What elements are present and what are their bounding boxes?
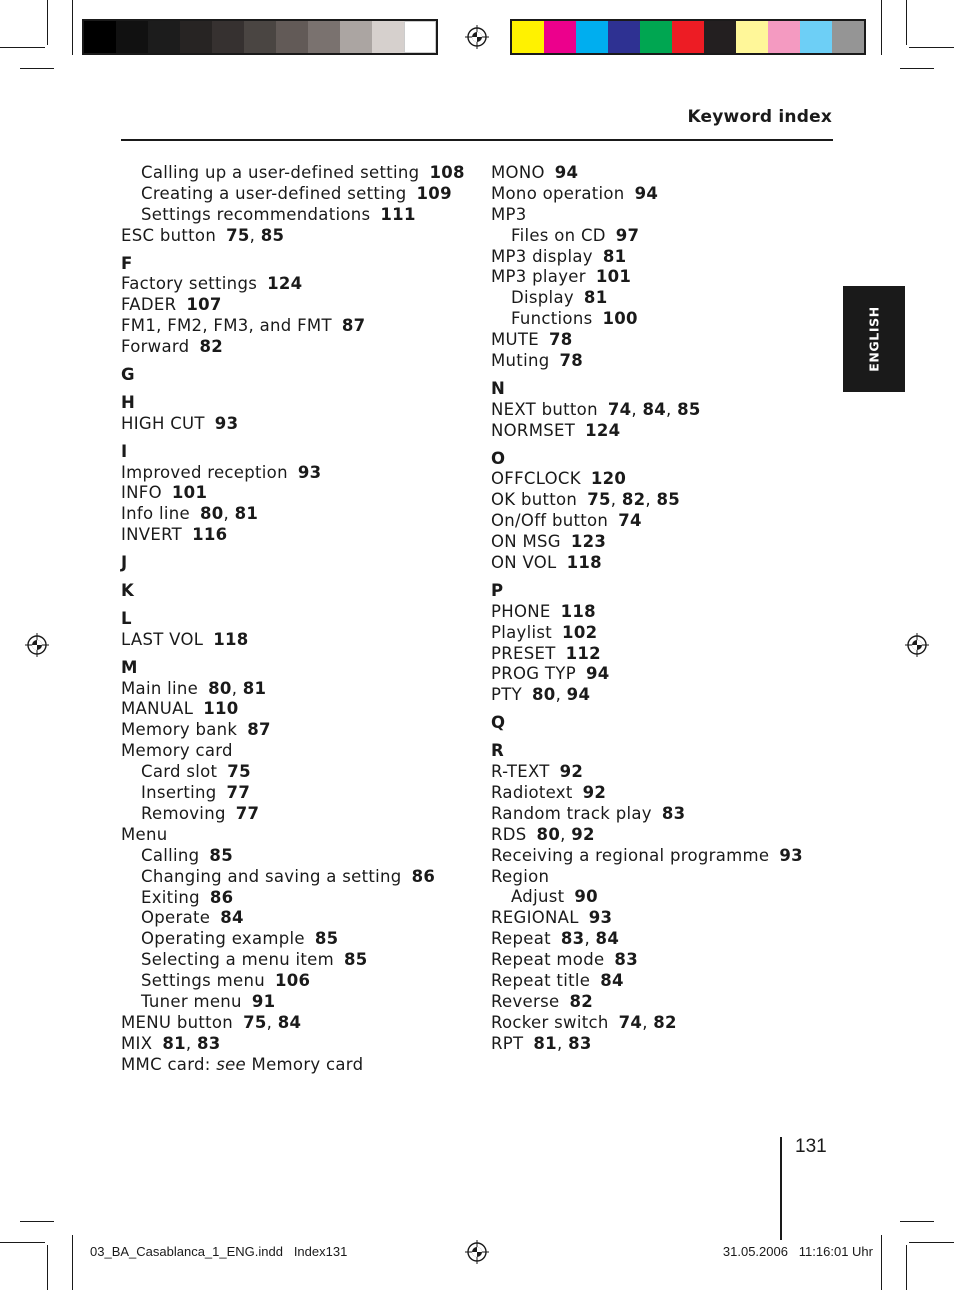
page-reference: 111 <box>380 204 416 224</box>
index-letter-heading: G <box>121 365 135 385</box>
index-entry: MIX 81, 83 <box>121 1033 221 1053</box>
index-entry-term: Reverse <box>491 991 560 1011</box>
page-reference: 82 <box>653 1012 677 1032</box>
index-entry <box>121 274 481 295</box>
slug-timestamp: 31.05.2006 11:16:01 Uhr <box>722 1244 873 1259</box>
color-swatch <box>832 21 864 53</box>
index-entry-term: MENU button <box>121 1012 234 1032</box>
index-subentry <box>491 309 831 330</box>
page-reference: 80 <box>208 678 232 698</box>
index-entry <box>491 804 831 825</box>
see-reference-label: see <box>216 1054 247 1074</box>
index-letter-heading: I <box>121 441 128 461</box>
color-swatch <box>512 21 544 53</box>
index-entry-term: PRESET <box>491 643 556 663</box>
index-entry <box>121 741 481 762</box>
index-entry: Info line 80, 81 <box>121 504 259 524</box>
index-entry: MENU button 75, 84 <box>121 1012 302 1032</box>
index-entry-term: Changing and saving a setting <box>141 866 402 886</box>
page-number-divider <box>780 1137 782 1240</box>
process-color-bar <box>510 19 866 55</box>
page-reference: 86 <box>209 887 234 907</box>
index-entry-term: Forward <box>121 337 190 357</box>
page-reference: 84 <box>220 908 244 928</box>
index-entry <box>491 184 831 205</box>
index-entry-term: Card slot <box>141 762 218 782</box>
registration-mark-icon <box>905 633 929 657</box>
index-entry-term: Calling <box>141 845 200 865</box>
page-reference: 81 <box>533 1033 557 1053</box>
page-reference: 101 <box>171 483 208 503</box>
color-swatch <box>276 21 308 53</box>
page-reference: 80 <box>536 824 561 844</box>
index-entry-term: MP3 player <box>491 267 586 287</box>
index-entry-term: Region <box>491 866 550 886</box>
page-reference: 78 <box>549 330 573 350</box>
page-reference: 75 <box>226 225 250 245</box>
index-entry: RDS 80, 92 <box>491 824 595 844</box>
index-entry <box>491 469 831 490</box>
index-entry-term: OFFCLOCK <box>491 469 581 489</box>
page-reference: 118 <box>566 553 602 573</box>
page-reference: 100 <box>602 309 638 329</box>
index-entry-term: Main line <box>121 678 199 698</box>
index-entry-term: Playlist <box>491 622 553 642</box>
page-reference: 81 <box>242 678 267 698</box>
page-reference: 81 <box>583 288 608 308</box>
index-subentry <box>121 908 481 929</box>
index-letter-heading: N <box>491 378 506 398</box>
index-column-right <box>491 163 831 1055</box>
index-entry-term: HIGH CUT <box>121 413 205 433</box>
index-entry-term: Factory settings <box>121 274 258 294</box>
language-tab-label: ENGLISH <box>866 306 882 372</box>
index-entry <box>491 908 831 929</box>
page-reference: 90 <box>574 887 598 907</box>
slug-page-label: Index131 <box>293 1244 348 1259</box>
page-reference: 74 <box>618 1012 643 1032</box>
index-entry-term: FADER <box>121 295 177 315</box>
index-entry <box>121 630 481 651</box>
page-reference: 85 <box>209 845 233 865</box>
page-reference: 83 <box>614 950 638 970</box>
index-entry-term: Operate <box>141 908 211 928</box>
index-entry: Repeat 83, 84 <box>491 929 620 949</box>
page-reference: 75 <box>243 1012 267 1032</box>
crop-mark <box>900 68 934 69</box>
index-entry-term: Repeat title <box>491 970 591 990</box>
page-reference: 94 <box>634 183 659 203</box>
index-subentry <box>121 762 481 783</box>
index-entry-term: INFO <box>121 483 162 503</box>
page-reference: 83 <box>568 1033 592 1053</box>
color-swatch <box>404 21 436 53</box>
page-reference: 106 <box>274 971 311 991</box>
page-reference: 84 <box>600 970 624 990</box>
index-entry-term: ON MSG <box>491 532 561 552</box>
page-reference: 118 <box>560 601 596 621</box>
index-entry <box>121 316 481 337</box>
color-swatch <box>308 21 340 53</box>
page-reference: 93 <box>297 462 322 482</box>
index-subentry <box>121 867 481 888</box>
page-reference: 101 <box>595 267 632 287</box>
page-reference: 94 <box>554 163 579 182</box>
page-reference: 84 <box>595 929 620 949</box>
page-reference: 110 <box>203 699 239 719</box>
page-reference: 83 <box>661 803 686 823</box>
index-entry <box>491 950 831 971</box>
page-reference: 94 <box>585 664 610 684</box>
crop-mark <box>909 47 954 48</box>
crop-mark <box>881 0 882 55</box>
crop-mark <box>20 68 54 69</box>
index-subentry <box>121 783 481 804</box>
index-entry <box>491 163 831 184</box>
crop-mark <box>47 0 48 45</box>
index-entry <box>121 483 481 504</box>
index-entry-term: MIX <box>121 1033 153 1053</box>
index-entry <box>491 330 831 351</box>
crop-mark <box>881 1235 882 1290</box>
page-reference: 81 <box>162 1033 186 1053</box>
index-entry-term: PHONE <box>491 601 551 621</box>
index-entry-term: Mono operation <box>491 183 625 203</box>
page-reference: 81 <box>234 504 259 524</box>
page-reference: 84 <box>642 399 667 419</box>
index-entry-term: Repeat <box>491 929 551 949</box>
color-swatch <box>800 21 832 53</box>
slug-file-name: 03_BA_Casablanca_1_ENG.indd <box>90 1244 283 1259</box>
index-subentry <box>121 163 481 184</box>
color-swatch <box>736 21 768 53</box>
index-entry-term: MONO <box>491 163 545 182</box>
color-swatch <box>180 21 212 53</box>
page-reference: 74 <box>607 399 632 419</box>
header-divider <box>121 139 833 141</box>
index-letter-heading: F <box>121 253 133 273</box>
index-letter-heading: H <box>121 392 136 412</box>
index-subentry <box>491 288 831 309</box>
index-entry-term: Random track play <box>491 803 652 823</box>
color-swatch <box>84 21 116 53</box>
index-entry: PTY 80, 94 <box>491 685 591 705</box>
color-swatch <box>704 21 736 53</box>
page-reference: 78 <box>559 351 584 371</box>
index-entry-term: RDS <box>491 824 527 844</box>
index-entry: OK button 75, 82, 85 <box>491 490 681 510</box>
index-entry: Rocker switch 74, 82 <box>491 1012 677 1032</box>
index-entry <box>121 295 481 316</box>
page-reference: 92 <box>571 824 595 844</box>
crop-mark <box>906 1245 907 1290</box>
index-subentry <box>121 888 481 909</box>
index-entry <box>121 825 481 846</box>
index-letter-heading: P <box>491 580 504 600</box>
index-entry: RPT 81, 83 <box>491 1033 592 1053</box>
page-reference: 97 <box>615 225 640 245</box>
index-letter-heading: J <box>121 553 128 573</box>
crop-mark <box>72 1235 73 1290</box>
index-entry-term: Functions <box>511 309 593 329</box>
index-entry-term: RPT <box>491 1033 524 1053</box>
index-entry-term: Selecting a menu item <box>141 950 334 970</box>
registration-mark-icon <box>465 25 489 49</box>
page-reference: 81 <box>602 246 627 266</box>
page-number: 131 <box>795 1136 827 1157</box>
index-entry-term: Adjust <box>511 887 565 907</box>
page-reference: 86 <box>411 866 436 886</box>
index-column-left <box>121 163 481 1076</box>
index-entry <box>491 664 831 685</box>
index-entry-term: Muting <box>491 351 550 371</box>
page-reference: 112 <box>565 643 601 663</box>
index-entry-term: NEXT button <box>491 399 598 419</box>
index-entry <box>491 247 831 268</box>
index-entry-term: MUTE <box>491 330 540 350</box>
page-reference: 124 <box>585 420 621 440</box>
index-entry-term: MP3 display <box>491 246 593 266</box>
index-entry-term: ESC button <box>121 225 217 245</box>
color-swatch <box>212 21 244 53</box>
index-letter-heading: O <box>491 448 506 468</box>
language-tab <box>843 286 905 392</box>
index-entry-term: MMC card: <box>121 1054 217 1074</box>
index-entry <box>491 511 831 532</box>
index-letter-heading: R <box>491 741 505 761</box>
index-subentry <box>121 184 481 205</box>
page-reference: 93 <box>214 413 239 433</box>
index-entry-term: NORMSET <box>491 420 576 440</box>
grayscale-color-bar <box>82 19 438 55</box>
crop-mark <box>906 0 907 45</box>
index-entry: Main line 80, 81 <box>121 678 267 698</box>
index-entry-term: Menu <box>121 824 168 844</box>
index-entry <box>491 532 831 553</box>
color-swatch <box>116 21 148 53</box>
index-letter-heading: M <box>121 657 138 677</box>
index-entry-term: MP3 <box>491 204 527 224</box>
page-reference: 109 <box>416 183 452 203</box>
index-entry-term: Settings recommendations <box>141 204 371 224</box>
index-entry <box>491 267 831 288</box>
page-reference: 120 <box>590 469 627 489</box>
crop-mark <box>72 0 73 55</box>
registration-mark-icon <box>25 633 49 657</box>
see-reference-target: Memory card <box>246 1054 364 1074</box>
crop-mark <box>47 1245 48 1290</box>
index-entry <box>491 971 831 992</box>
color-swatch <box>244 21 276 53</box>
page-reference: 85 <box>260 225 285 245</box>
page-reference: 94 <box>566 685 591 705</box>
index-entry <box>491 205 831 226</box>
color-swatch <box>340 21 372 53</box>
page-reference: 87 <box>247 720 271 740</box>
index-entry-term: PTY <box>491 685 523 705</box>
index-entry-term: Receiving a regional programme <box>491 845 770 865</box>
page-reference: 93 <box>588 908 613 928</box>
index-entry <box>491 867 831 888</box>
index-subentry <box>121 804 481 825</box>
page-reference: 87 <box>341 316 366 336</box>
color-swatch <box>608 21 640 53</box>
index-entry <box>491 644 831 665</box>
page-reference: 82 <box>621 490 646 510</box>
index-entry <box>491 553 831 574</box>
index-subentry <box>491 226 831 247</box>
index-entry-term: Radiotext <box>491 782 573 802</box>
index-entry-term: Inserting <box>141 783 217 803</box>
page-reference: 85 <box>656 490 681 510</box>
index-entry-term: MANUAL <box>121 699 194 719</box>
index-entry-term: PROG TYP <box>491 664 576 684</box>
index-entry-term: Memory card <box>121 741 233 761</box>
page-header-title: Keyword index <box>687 107 832 127</box>
index-entry-term: Tuner menu <box>141 991 242 1011</box>
crop-mark <box>0 47 45 48</box>
page-reference: 85 <box>343 950 368 970</box>
index-entry <box>491 623 831 644</box>
color-swatch <box>672 21 704 53</box>
index-entry <box>121 337 481 358</box>
page-reference: 107 <box>186 295 222 315</box>
slug-file-info <box>90 1244 347 1259</box>
color-swatch <box>544 21 576 53</box>
index-entry-term: Settings menu <box>141 971 265 991</box>
index-entry <box>491 351 831 372</box>
registration-mark-icon <box>465 1240 489 1264</box>
index-subentry <box>491 887 831 908</box>
page-reference: 123 <box>570 532 607 552</box>
page-reference: 124 <box>267 274 303 294</box>
index-entry-term: Creating a user-defined setting <box>141 183 407 203</box>
page-reference: 82 <box>569 991 593 1011</box>
index-entry-term: Removing <box>141 803 226 823</box>
page-reference: 85 <box>314 929 339 949</box>
page-reference: 80 <box>532 685 556 705</box>
index-entry-term: REGIONAL <box>491 908 579 928</box>
index-entry <box>491 421 831 442</box>
page-reference: 108 <box>429 163 465 182</box>
index-subentry <box>121 846 481 867</box>
index-entry-term: Repeat mode <box>491 950 605 970</box>
index-subentry <box>121 929 481 950</box>
index-entry <box>491 783 831 804</box>
index-entry-term: ON VOL <box>491 553 557 573</box>
index-entry <box>121 699 481 720</box>
index-entry <box>121 720 481 741</box>
index-entry <box>121 525 481 546</box>
crop-mark <box>20 1221 54 1222</box>
page-reference: 82 <box>199 337 224 357</box>
page-reference: 102 <box>562 622 598 642</box>
index-letter-heading: Q <box>491 713 506 733</box>
index-entry-term: OK button <box>491 490 578 510</box>
page-reference: 75 <box>227 762 251 782</box>
index-entry-term: INVERT <box>121 525 183 545</box>
index-entry <box>491 992 831 1013</box>
index-entry <box>491 762 831 783</box>
page-reference: 80 <box>199 504 224 524</box>
page-reference: 93 <box>779 845 803 865</box>
page-reference: 85 <box>677 399 701 419</box>
index-entry-term: Calling up a user-defined setting <box>141 163 420 182</box>
index-entry-term: Files on CD <box>511 225 606 245</box>
crop-mark <box>0 1242 45 1243</box>
index-entry-term: Info line <box>121 504 190 524</box>
index-entry <box>491 846 831 867</box>
page-reference: 92 <box>559 762 584 782</box>
color-swatch <box>640 21 672 53</box>
page-reference: 75 <box>587 490 611 510</box>
page-reference: 83 <box>560 929 585 949</box>
crop-mark <box>909 1242 954 1243</box>
index-entry <box>491 602 831 623</box>
index-subentry <box>121 992 481 1013</box>
index-entry: NEXT button 74, 84, 85 <box>491 399 701 419</box>
index-entry-term: R-TEXT <box>491 762 550 782</box>
crop-mark <box>900 1221 934 1222</box>
index-entry-term: On/Off button <box>491 511 609 531</box>
index-entry-term: LAST VOL <box>121 629 204 649</box>
index-entry: ESC button 75, 85 <box>121 225 285 245</box>
index-entry-term: Memory bank <box>121 720 238 740</box>
page-reference: 77 <box>235 803 260 823</box>
index-entry-term: Operating example <box>141 929 305 949</box>
index-letter-heading: L <box>121 608 132 628</box>
page-reference: 84 <box>277 1012 302 1032</box>
page-reference: 91 <box>251 991 276 1011</box>
color-swatch <box>768 21 800 53</box>
page-reference: 74 <box>618 511 642 531</box>
color-swatch <box>372 21 404 53</box>
index-entry <box>121 414 481 435</box>
page-reference: 118 <box>213 629 249 649</box>
color-swatch <box>576 21 608 53</box>
index-subentry <box>121 950 481 971</box>
page-reference: 83 <box>196 1033 221 1053</box>
color-swatch <box>148 21 180 53</box>
index-entry-term: FM1, FM2, FM3, and FMT <box>121 316 332 336</box>
page-reference: 116 <box>192 525 228 545</box>
index-subentry <box>121 971 481 992</box>
index-entry-term: Improved reception <box>121 462 288 482</box>
index-entry-term: Display <box>511 288 574 308</box>
index-entry <box>121 1055 481 1076</box>
page-reference: 77 <box>226 783 251 803</box>
index-subentry <box>121 205 481 226</box>
index-entry-term: Exiting <box>141 887 200 907</box>
index-entry-term: Rocker switch <box>491 1012 609 1032</box>
index-letter-heading: K <box>121 581 135 601</box>
page-reference: 92 <box>582 782 607 802</box>
index-entry <box>121 463 481 484</box>
